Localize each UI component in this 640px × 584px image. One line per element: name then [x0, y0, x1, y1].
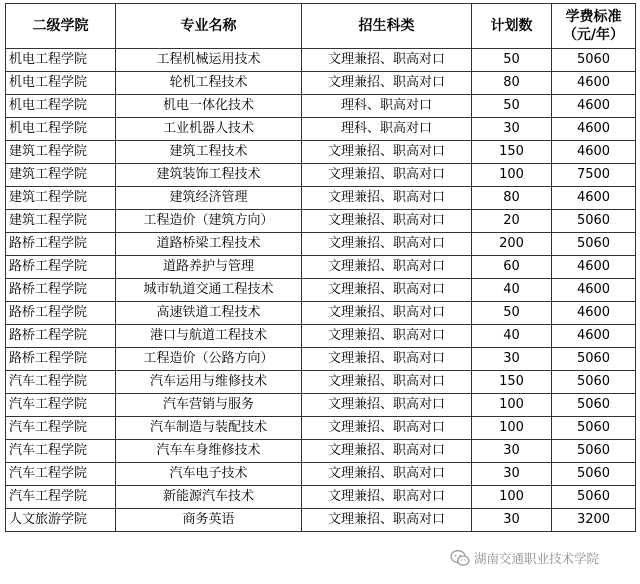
cell-category: 理科、职高对口: [302, 95, 472, 118]
table-row: [6, 417, 636, 440]
cell-category: 理科、职高对口: [302, 118, 472, 141]
cell-major: 汽车制造与装配技术: [116, 417, 302, 440]
table-row: [6, 279, 636, 302]
cell-major: 工程造价（公路方向）: [116, 348, 302, 371]
table-row: [6, 348, 636, 371]
cell-plan: 80: [472, 187, 552, 210]
cell-tuition: 5060: [552, 210, 636, 233]
cell-tuition: 4600: [552, 279, 636, 302]
watermark: [448, 546, 601, 570]
cell-plan: 30: [472, 463, 552, 486]
table-row: [6, 302, 636, 325]
cell-college: 汽车工程学院: [6, 486, 116, 509]
cell-tuition: 5060: [552, 348, 636, 371]
cell-college: 建筑工程学院: [6, 164, 116, 187]
cell-plan: 30: [472, 509, 552, 532]
cell-major: 高速铁道工程技术: [116, 302, 302, 325]
table-row: [6, 72, 636, 95]
cell-college: 汽车工程学院: [6, 394, 116, 417]
cell-category: 文理兼招、职高对口: [302, 440, 472, 463]
cell-major: 建筑装饰工程技术: [116, 164, 302, 187]
cell-tuition: 4600: [552, 187, 636, 210]
cell-tuition: 4600: [552, 118, 636, 141]
cell-major: 轮机工程技术: [116, 72, 302, 95]
cell-category: 文理兼招、职高对口: [302, 49, 472, 72]
cell-plan: 20: [472, 210, 552, 233]
header-row: [6, 4, 636, 49]
cell-plan: 40: [472, 279, 552, 302]
cell-college: 机电工程学院: [6, 49, 116, 72]
cell-college: 汽车工程学院: [6, 417, 116, 440]
table-row: [6, 210, 636, 233]
cell-major: 工业机器人技术: [116, 118, 302, 141]
cell-major: 城市轨道交通工程技术: [116, 279, 302, 302]
cell-college: 路桥工程学院: [6, 233, 116, 256]
cell-category: 文理兼招、职高对口: [302, 325, 472, 348]
table-row: [6, 325, 636, 348]
cell-college: 建筑工程学院: [6, 187, 116, 210]
cell-tuition: 3200: [552, 509, 636, 532]
cell-plan: 30: [472, 118, 552, 141]
cell-category: 文理兼招、职高对口: [302, 348, 472, 371]
table-row: [6, 141, 636, 164]
cell-plan: 100: [472, 486, 552, 509]
cell-category: 文理兼招、职高对口: [302, 371, 472, 394]
header-tuition-label: 学费标准: [565, 9, 622, 25]
header-category: 招生科类: [302, 4, 472, 49]
cell-tuition: 5060: [552, 394, 636, 417]
cell-category: 文理兼招、职高对口: [302, 279, 472, 302]
wechat-icon: [450, 549, 470, 567]
cell-college: 建筑工程学院: [6, 210, 116, 233]
cell-tuition: 5060: [552, 417, 636, 440]
cell-plan: 40: [472, 325, 552, 348]
cell-tuition: 7500: [552, 164, 636, 187]
cell-tuition: 4600: [552, 325, 636, 348]
cell-tuition: 4600: [552, 256, 636, 279]
cell-major: 汽车运用与维修技术: [116, 371, 302, 394]
table-row: [6, 486, 636, 509]
cell-college: 路桥工程学院: [6, 279, 116, 302]
cell-tuition: 4600: [552, 141, 636, 164]
cell-major: 工程造价（建筑方向）: [116, 210, 302, 233]
cell-major: 机电一体化技术: [116, 95, 302, 118]
header-college: 二级学院: [6, 4, 116, 49]
watermark-text: 湖南交通职业技术学院: [474, 551, 600, 566]
cell-category: 文理兼招、职高对口: [302, 302, 472, 325]
cell-plan: 30: [472, 440, 552, 463]
cell-plan: 30: [472, 348, 552, 371]
enrollment-table: [5, 3, 636, 532]
cell-college: 建筑工程学院: [6, 141, 116, 164]
cell-major: 汽车营销与服务: [116, 394, 302, 417]
header-plan: 计划数: [472, 4, 552, 49]
cell-plan: 60: [472, 256, 552, 279]
cell-college: 汽车工程学院: [6, 463, 116, 486]
table-row: [6, 118, 636, 141]
cell-plan: 50: [472, 95, 552, 118]
cell-major: 新能源汽车技术: [116, 486, 302, 509]
table-row: [6, 394, 636, 417]
header-tuition: [552, 4, 636, 49]
table-row: [6, 233, 636, 256]
cell-college: 机电工程学院: [6, 72, 116, 95]
cell-college: 路桥工程学院: [6, 302, 116, 325]
header-tuition-unit: （元/年）: [562, 27, 625, 43]
cell-college: 汽车工程学院: [6, 440, 116, 463]
cell-plan: 150: [472, 371, 552, 394]
table-row: [6, 187, 636, 210]
cell-major: 汽车电子技术: [116, 463, 302, 486]
cell-category: 文理兼招、职高对口: [302, 486, 472, 509]
cell-category: 文理兼招、职高对口: [302, 463, 472, 486]
cell-category: 文理兼招、职高对口: [302, 417, 472, 440]
cell-college: 路桥工程学院: [6, 325, 116, 348]
cell-tuition: 5060: [552, 371, 636, 394]
cell-plan: 100: [472, 164, 552, 187]
table-row: [6, 49, 636, 72]
table-row: [6, 164, 636, 187]
cell-category: 文理兼招、职高对口: [302, 210, 472, 233]
cell-major: 建筑经济管理: [116, 187, 302, 210]
table-row: [6, 256, 636, 279]
cell-major: 道路桥梁工程技术: [116, 233, 302, 256]
cell-college: 汽车工程学院: [6, 371, 116, 394]
table-body: [6, 49, 636, 532]
cell-category: 文理兼招、职高对口: [302, 187, 472, 210]
table-row: [6, 509, 636, 532]
table-row: [6, 440, 636, 463]
table-row: [6, 95, 636, 118]
header-major: 专业名称: [116, 4, 302, 49]
cell-major: 工程机械运用技术: [116, 49, 302, 72]
cell-plan: 100: [472, 394, 552, 417]
cell-tuition: 4600: [552, 95, 636, 118]
cell-plan: 200: [472, 233, 552, 256]
cell-major: 港口与航道工程技术: [116, 325, 302, 348]
cell-college: 路桥工程学院: [6, 256, 116, 279]
cell-tuition: 5060: [552, 49, 636, 72]
cell-major: 商务英语: [116, 509, 302, 532]
cell-category: 文理兼招、职高对口: [302, 72, 472, 95]
cell-plan: 50: [472, 302, 552, 325]
cell-category: 文理兼招、职高对口: [302, 141, 472, 164]
cell-major: 汽车车身维修技术: [116, 440, 302, 463]
cell-category: 文理兼招、职高对口: [302, 233, 472, 256]
cell-category: 文理兼招、职高对口: [302, 256, 472, 279]
cell-tuition: 5060: [552, 486, 636, 509]
table-row: [6, 463, 636, 486]
cell-college: 人文旅游学院: [6, 509, 116, 532]
cell-plan: 150: [472, 141, 552, 164]
cell-college: 机电工程学院: [6, 118, 116, 141]
table-row: [6, 371, 636, 394]
cell-tuition: 4600: [552, 72, 636, 95]
cell-category: 文理兼招、职高对口: [302, 509, 472, 532]
cell-plan: 100: [472, 417, 552, 440]
cell-category: 文理兼招、职高对口: [302, 394, 472, 417]
cell-major: 道路养护与管理: [116, 256, 302, 279]
cell-category: 文理兼招、职高对口: [302, 164, 472, 187]
cell-tuition: 5060: [552, 463, 636, 486]
cell-college: 路桥工程学院: [6, 348, 116, 371]
cell-tuition: 5060: [552, 233, 636, 256]
cell-college: 机电工程学院: [6, 95, 116, 118]
cell-plan: 80: [472, 72, 552, 95]
cell-major: 建筑工程技术: [116, 141, 302, 164]
cell-tuition: 4600: [552, 302, 636, 325]
cell-plan: 50: [472, 49, 552, 72]
cell-tuition: 5060: [552, 440, 636, 463]
